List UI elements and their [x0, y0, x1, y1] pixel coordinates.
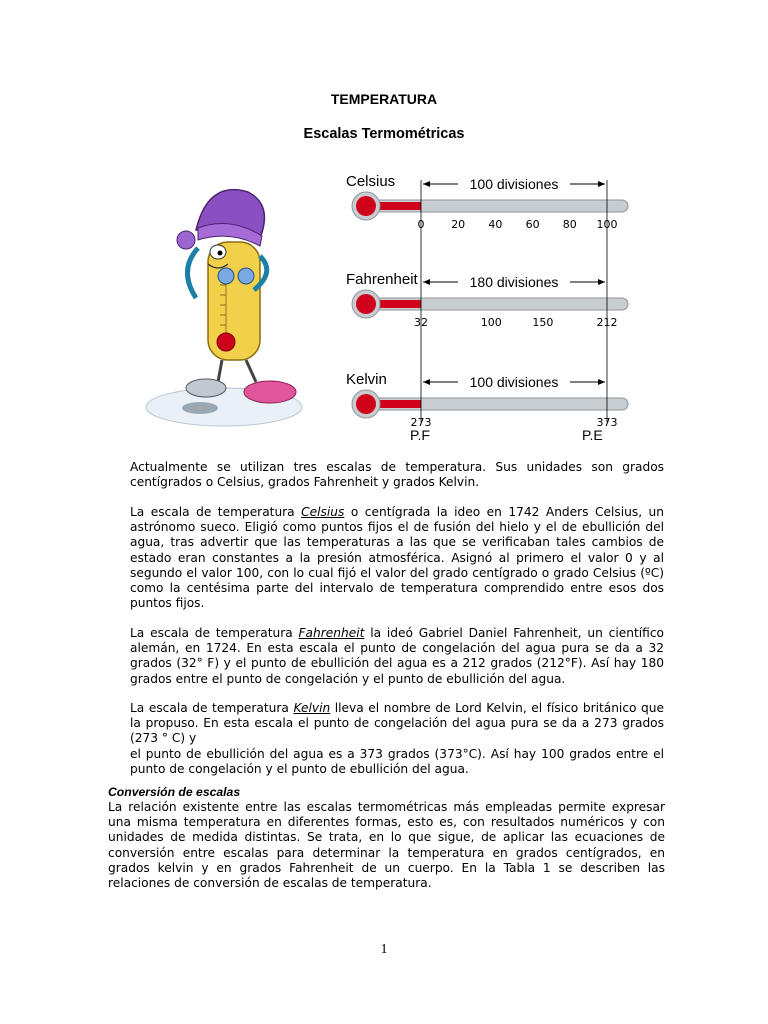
thermometer-kelvin: [346, 371, 628, 429]
freeze-point-label: P.F: [410, 427, 430, 443]
kelvin-link[interactable]: Kelvin: [293, 701, 331, 715]
intro-paragraph: Actualmente se utilizan tres escalas de temperatura. Sus unidades son grados centígrados o Celsius, grados Fahrenheit y grados Kelvin.: [130, 460, 664, 490]
tick-label: 0: [417, 218, 425, 231]
tick-label: 273: [410, 416, 432, 429]
thermometer-group: [346, 173, 628, 429]
celsius-paragraph-body: o centígrada la ideo en 1742 Anders Celsius, un astrónomo sueco. Eligió como puntos fijos el de fusión del hielo y el de ebullición del agua, tras advertir que las temperaturas a las que se verificaban tales cambios de estado eran constantes a la presión atmosférica. Asignó al primero el valor 0 y al segundo el valor 100, con lo cual fijó el valor del grado centígrado o grado Celsius (ºC) como la centésima parte del intervalo de temperatura comprendido entre esos dos puntos fijos.: [130, 505, 664, 611]
thermometer-scales-figure: [138, 160, 638, 445]
kelvin-paragraph-continued: el punto de ebullición del agua es a 373 grados (373°C). Así hay 100 grados entre el punto de congelación y el punto de ebullición del agua.: [130, 747, 664, 777]
kelvin-paragraph: [130, 701, 664, 747]
scale-name-label: Celsius: [346, 173, 396, 190]
tick-label: 150: [532, 316, 554, 329]
fahrenheit-link[interactable]: Fahrenheit: [298, 626, 365, 640]
page-title: TEMPERATURA: [330, 91, 438, 107]
thermometer-fahrenheit: [346, 271, 628, 329]
section-paragraph: La relación existente entre las escalas termométricas más empleadas permite expresar una misma temperatura en diferentes formas, esto es, con resultados numéricos y con unidades de medida distintas. Se trata, en lo que sigue, de aplicar las ecuaciones de conversión entre escalas para determinar la temperatura en grados centígrados, en grados kelvin y en grados Fahrenheit de un cuerpo. En la Tabla 1 se describen las relaciones de conversión de escalas de temperatura.: [108, 800, 665, 891]
tick-label: 40: [488, 218, 503, 231]
tick-label: 373: [596, 416, 618, 429]
scale-name-label: Kelvin: [346, 371, 387, 388]
span-label: 100 divisiones: [469, 374, 559, 390]
section-heading: Conversión de escalas: [108, 785, 241, 799]
mercury-bulb: [356, 196, 376, 216]
celsius-paragraph-lead: La escala de temperatura: [130, 505, 302, 519]
tick-label: 20: [451, 218, 466, 231]
kelvin-paragraph-lead: La escala de temperatura: [130, 701, 294, 715]
tick-label: 100: [480, 316, 502, 329]
boil-point-label: P.E: [582, 427, 603, 443]
span-label: 180 divisiones: [469, 274, 559, 290]
mercury-bulb: [356, 394, 376, 414]
fahrenheit-paragraph-lead: La escala de temperatura: [130, 626, 299, 640]
mercury-bulb: [356, 294, 376, 314]
celsius-link[interactable]: Celsius: [301, 505, 345, 519]
fahrenheit-paragraph-body: la ideó Gabriel Daniel Fahrenheit, un científico alemán, en 1724. En esta escala el punto de congelación del agua pura se da a 32 grados (32° F) y el punto de ebullición del agua es a 212 grados (212°F). Así hay 180 grados entre el punto de congelación y el punto de ebullición del agua.: [130, 626, 664, 686]
celsius-paragraph: [130, 505, 664, 611]
tick-label: 80: [562, 218, 577, 231]
page-number: 1: [380, 942, 388, 957]
thermometer-celsius: [346, 173, 628, 231]
tick-label: 100: [596, 218, 618, 231]
span-label: 100 divisiones: [469, 176, 559, 192]
tick-label: 32: [414, 316, 428, 329]
scale-name-label: Fahrenheit: [346, 271, 418, 288]
kelvin-paragraph-body: lleva el nombre de Lord Kelvin, el físico británico que la propuso. En esta escala el punto de congelación del agua pura se da a 273 grados (273 ° C) y: [130, 701, 664, 746]
page-subtitle: Escalas Termométricas: [303, 126, 465, 142]
tick-label: 60: [525, 218, 540, 231]
fahrenheit-paragraph: [130, 626, 664, 687]
tick-label: 212: [596, 316, 618, 329]
freezing-thermometer-character-illustration: [146, 190, 302, 426]
